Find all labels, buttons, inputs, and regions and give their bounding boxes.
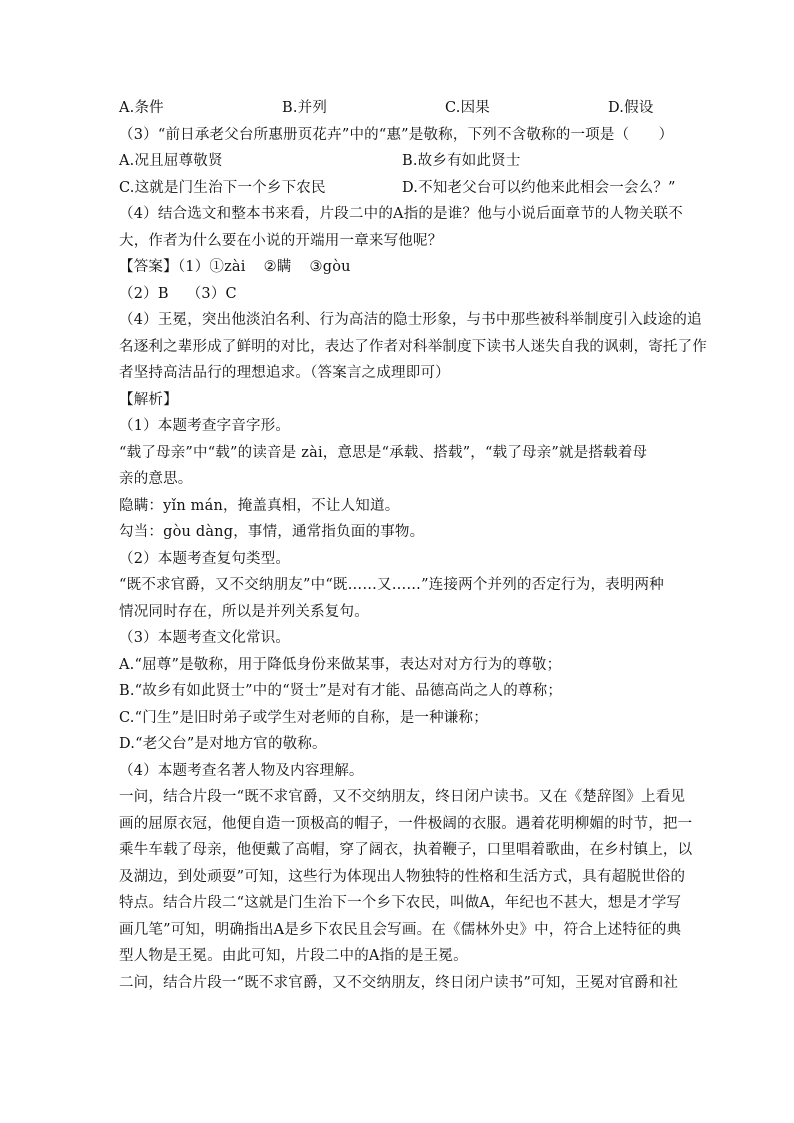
q4-line-2: 大，作者为什么要在小说的开端用一章来写他呢？ — [119, 232, 443, 249]
analysis-line: A.“屈尊”是敬称，用于降低身份来做某事，表达对对方行为的尊敬； — [119, 656, 562, 673]
analysis-line: 情况同时存在，所以是并列关系复句。 — [119, 603, 369, 620]
analysis-label: 【解析】 — [119, 391, 178, 408]
analysis-line: 型人物是王冕。由此可知，片段二中的A指的是王冕。 — [119, 948, 468, 964]
analysis-line: 乘牛车载了母亲，他便戴了高帽，穿了阔衣，执着鞭子，口里唱着歌曲，在乡村镇上，以 — [119, 842, 693, 858]
analysis-line: 亲的意思。 — [119, 471, 193, 487]
analysis-line: 特点。结合片段二“这就是门生治下一个乡下农民，叫做A，年纪也不甚大，想是才学写 — [119, 895, 682, 911]
answer-3: （3）C — [186, 285, 237, 302]
analysis-line: 及湖边，到处顽耍”可知，这些行为体现出人物独特的性格和生活方式，具有超脱世俗的 — [119, 868, 686, 885]
analysis-line: B.“故乡有如此贤士”中的“贤士”是对有才能、品德高尚之人的尊称； — [119, 683, 563, 699]
answer-2: （2）B — [119, 285, 169, 302]
q3-option-c: C.这就是门生治下一个乡下农民 — [119, 179, 326, 196]
q3-option-a: A.况且屈尊敬贤 — [119, 153, 223, 169]
q2-option-b: B.并列 — [282, 100, 328, 116]
analysis-line: D.“老父台”是对地方官的敬称。 — [119, 736, 327, 752]
answer-1-3: ③gòu — [309, 259, 351, 275]
analysis-line: （3）本题考查文化常识。 — [119, 630, 291, 646]
answer-4-line-2: 名逐利之辈形成了鲜明的对比，表达了作者对科举制度下读书人迷失自我的讽刺，寄托了作 — [119, 338, 707, 355]
analysis-line: 勾当：gòu dàng，事情，通常指负面的事物。 — [119, 524, 425, 540]
answer-4-line-1: （4）王冕，突出他淡泊名利、行为高洁的隐士形象，与书中那些被科举制度引入歧途的追 — [119, 312, 702, 328]
page-content — [119, 95, 707, 996]
answer-line-1 — [119, 254, 679, 281]
q4-line-1: （4）结合选文和整本书来看，片段二中的A指的是谁？他与小说后面章节的人物关联不 — [119, 206, 683, 222]
analysis-line: C.“门生”是旧时弟子或学生对老师的自称，是一种谦称； — [119, 709, 488, 726]
analysis-line: “载了母亲”中“载”的读音是 zài，意思是“承载、搭载”，“载了母亲”就是搭载着母 — [119, 444, 648, 461]
analysis-line: （1）本题考查字音字形。 — [119, 418, 291, 434]
analysis-line: 二问，结合片段一“既不求官爵，又不交纳朋友，终日闭户读书”可知，王冕对官爵和社 — [119, 974, 679, 991]
analysis-line: 画几笔”可知，明确指出A是乡下农民且会写画。在《儒林外史》中，符合上述特征的典 — [119, 921, 682, 938]
analysis-line: 画的屈原衣冠，他便自造一顶极高的帽子，一件极阔的衣服。遇着花明柳媚的时节，把一 — [119, 815, 693, 832]
answer-4-line-3: 者坚持高洁品行的理想追求。（答案言之成理即可） — [119, 365, 450, 381]
answer-label: 【答案】 — [119, 259, 178, 275]
analysis-line: （4）本题考查名著人物及内容理解。 — [119, 762, 364, 779]
q3-option-d: D.不知老父台可以约他来此相会一会么？” — [402, 179, 676, 196]
answer-1-2: ②瞒 — [263, 259, 292, 275]
q2-options-row — [119, 95, 679, 122]
analysis-line: “既不求官爵，又不交纳朋友”中“既……又……”连接两个并列的否定行为，表明两种 — [119, 577, 664, 593]
q3-stem: （3）“前日承老父台所惠册页花卉”中的“惠”是敬称，下列不含敬称的一项是（ ） — [119, 126, 674, 143]
q2-option-d: D.假设 — [608, 100, 654, 116]
analysis-line: 一问，结合片段一“既不求官爵，又不交纳朋友，终日闭户读书。又在《楚辞图》上看见 — [119, 789, 686, 805]
q3-option-b: B.故乡有如此贤士 — [402, 153, 521, 169]
q3-options-row-2 — [119, 175, 679, 202]
answer-line-2 — [119, 281, 679, 308]
analysis-line: （2）本题考查复句类型。 — [119, 550, 291, 567]
analysis-line: 隐瞒：yǐn mán，掩盖真相，不让人知道。 — [119, 497, 400, 514]
answer-1-1: （1）①zài — [177, 259, 246, 275]
q3-options-row-1 — [119, 148, 679, 175]
q2-option-c: C.因果 — [445, 100, 490, 116]
q2-option-a: A.条件 — [119, 100, 164, 116]
